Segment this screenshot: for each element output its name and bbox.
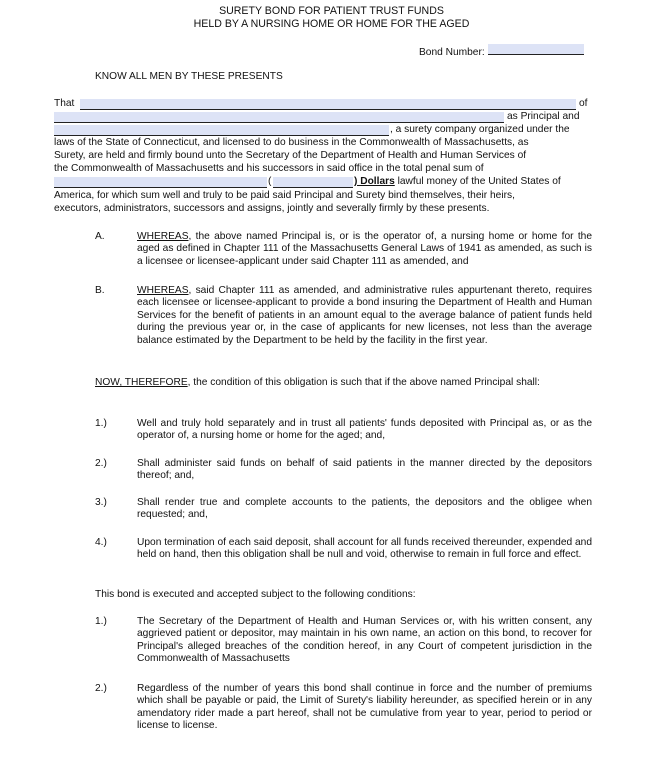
laws-line: laws of the State of Connecticut, and licensed to do business in the Commonwealth of Massachusetts, as [54,137,529,148]
bond-number-row [419,44,584,59]
whereas-label: B. [95,285,105,296]
penal-sum-amount-field[interactable] [273,177,353,188]
whereas-label: A. [95,231,105,242]
principal-name-field[interactable] [80,99,576,110]
bond-number-label: Bond Number: [419,47,485,58]
know-all-heading: KNOW ALL MEN BY THESE PRESENTS [95,71,283,82]
whereas-text: WHEREAS, said Chapter 111 as amended, and administrative rules appurtenant thereto, requires each licensee or licensee-applicant to provide a bond insuring the Department of Health and Human Services for the benefit of patients in an amount equal to the average balance of patient funds held during the previous year or, in the case of applicants for new licenses, not less than the average balance estimated by the Department to be held by the facility in the first year. [137,285,592,346]
subject-condition-label: 2.) [95,683,107,694]
title-line-2: HELD BY A NURSING HOME OR HOME FOR THE AGED [193,18,470,30]
subject-condition-text: The Secretary of the Department of Health and Human Services or, with his written consent, any aggrieved patient or depositor, may maintain in his own name, an action on this bond, to recover for Principal's alleged breaches of the condition hereof, in any Court of competent jurisdiction in the Commonwealth of Massachusetts [137,616,592,665]
condition-text: Well and truly hold separately and in trust all patients' funds deposited with Principal as, or as the operator of, a nursing home or home for the aged; and, [137,418,592,442]
condition-text: Upon termination of each said deposit, shall account for all funds received thereunder, expended and held on hand, then this obligation shall be null and void, otherwise to remain in full force and effect. [137,537,592,561]
condition-label: 2.) [95,458,107,469]
america-line: America, for which sum well and truly to be paid said Principal and Surety bind themselves, their heirs, [54,190,515,201]
subject-condition-label: 1.) [95,616,107,627]
condition-label: 4.) [95,537,107,548]
executed-text: This bond is executed and accepted subject to the following conditions: [95,589,416,600]
condition-text: Shall render true and complete accounts to the patients, the depositors and the obligee when requested; and, [137,497,592,521]
commonwealth-line: the Commonwealth of Massachusetts and his successors in said office in the total penal sum of [54,163,484,174]
surety-company-field[interactable] [54,125,389,136]
subject-condition-text: Regardless of the number of years this bond shall continue in force and the number of premiums which shall be payable or paid, the Limit of Surety's liability hereunder, as specified herein or in any amendatory rider made a part hereof, shall not be cumulative from year to year, period to period or license to license. [137,683,592,732]
of-label: of [579,98,588,109]
whereas-text: WHEREAS, the above named Principal is, or is the operator of, a nursing home or home for the aged as defined in Chapter 111 of the Massachusetts General Laws of 1941 as amended, as such is a licensee or licensee-applicant under said Chapter 111 as amended, and [137,231,592,267]
surety-company-text: , a surety company organized under the [390,124,570,135]
condition-label: 3.) [95,497,107,508]
lawful-money-text: lawful money of the United States of [394,176,561,187]
surety-line: Surety, are held and firmly bound unto the Secretary of the Department of Health and Human Services of [54,150,527,161]
open-paren: ( [268,176,272,187]
dollars-label: ) Dollars [354,176,395,187]
condition-text: Shall administer said funds on behalf of said patients in the manner directed by the depositors thereof; and, [137,458,592,482]
principal-address-field[interactable] [54,112,504,123]
now-therefore-paragraph: NOW, THEREFORE, the condition of this obligation is such that if the above named Principal shall: [95,377,540,388]
that-label: That [54,98,75,109]
condition-label: 1.) [95,418,107,429]
title-line-1: SURETY BOND FOR PATIENT TRUST FUNDS [219,5,444,17]
as-principal-text: as Principal and [507,111,580,122]
executors-line: executors, administrators, successors and assigns, jointly and severally firmly by these presents. [54,203,490,214]
penal-sum-words-field[interactable] [54,177,267,188]
bond-number-field[interactable] [488,44,584,55]
